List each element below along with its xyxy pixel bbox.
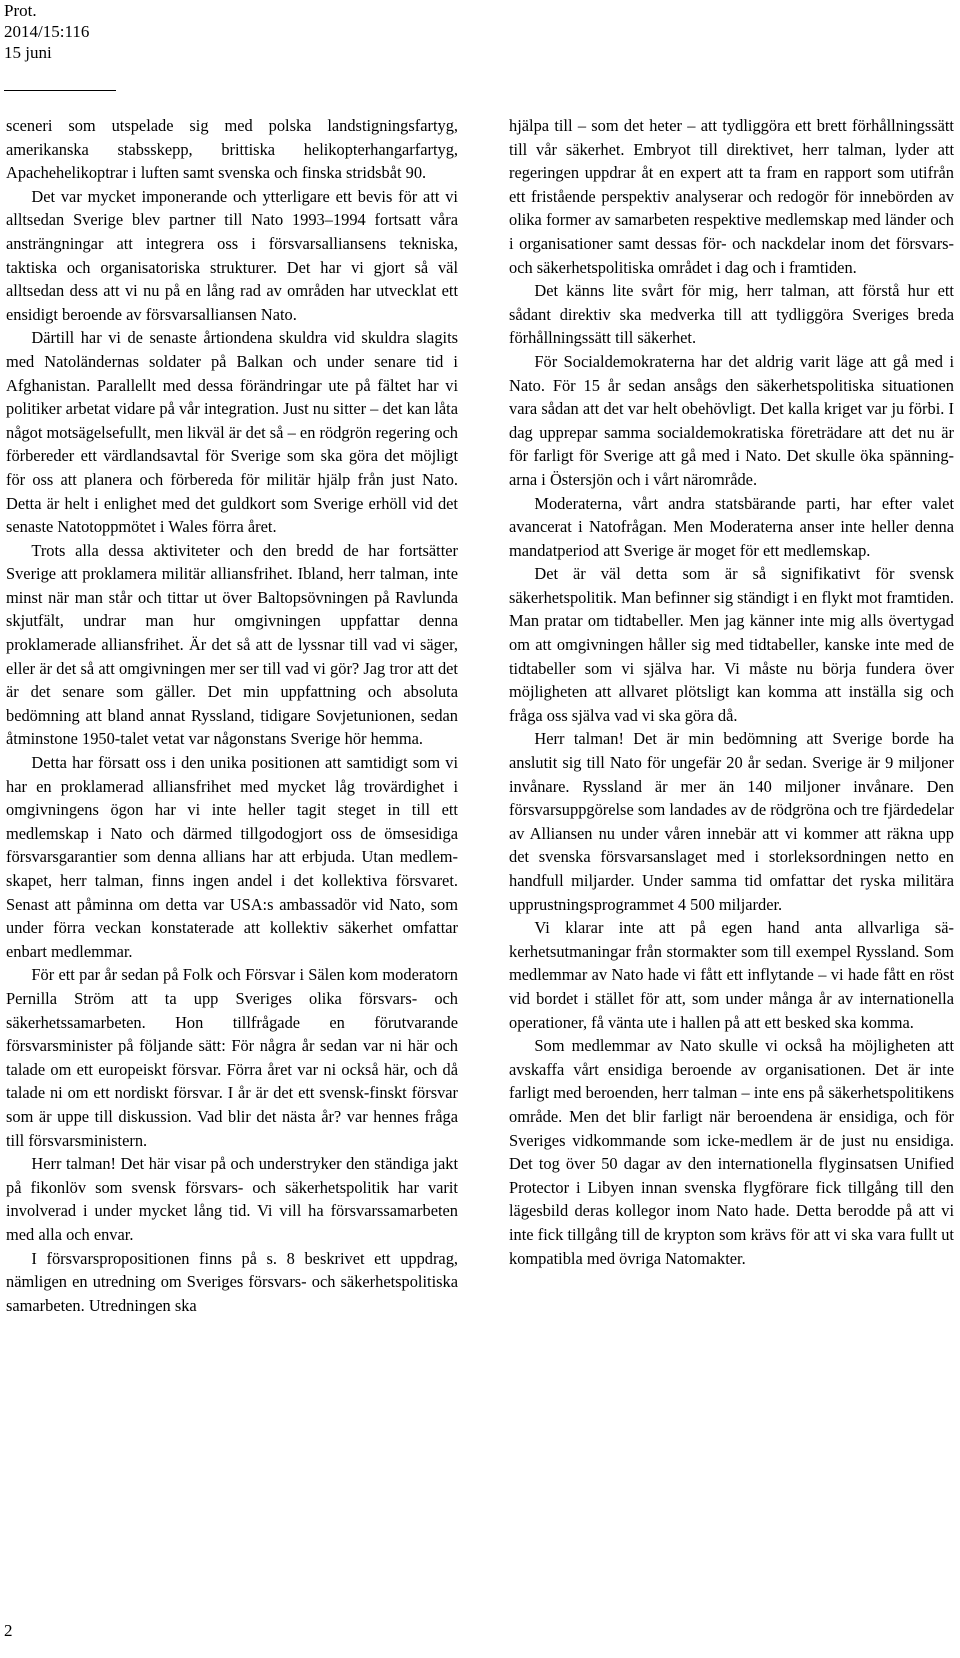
paragraph: Herr talman! Det är min bedömning att Sverige borde ha anslutit sig till Nato för ungefär 20 år sedan. Sverige är 9 miljoner invånare. Ryssland är mer än 140 miljoner invånare. Den försvarsuppgörelse som landades av de rödgröna och tre fjärdedelar av Alliansen nu under våren innebär att vi kommer att räkna upp det svenska försvarsanslaget med i storleksordningen netto en handfull miljarder. Under samma tid omfattar det ryska militära upprustningsprogrammet 4 500 miljarder.	[509, 729, 954, 914]
paragraph: Moderaterna, vårt andra statsbärande parti, har efter valet avancerat i Natofrågan. Men Moderaterna anser inte heller denna mandatperiod att Sverige är moget för ett medlemskap.	[509, 493, 954, 560]
paragraph: Detta har försatt oss i den unika positionen att samtidigt som vi har en proklamerad alliansfrihet med mycket låg trovärdighet i omgivningens ögon har vi inte heller tagit steget in till ett medlemskap i Nato och därmed tillgodogjort oss de ömsesidiga försvarsgarantier som denna allians har att erbjuda. Utan medlemskapet, herr talman, finns ingen andel i det kollektiva försvaret. Senast att påminna om detta var USA:s ambassadör vid Nato, som under förra veckan konstaterade att kollektiv säkerhet omfattar enbart medlemmar.	[6, 753, 458, 961]
protocol-date: 15 juni	[4, 43, 52, 62]
protocol-document-id: 2014/15:116	[4, 22, 90, 41]
header-divider	[4, 90, 116, 91]
paragraph: Herr talman! Det här visar på och understryker den ständiga jakt på fikonlöv som svensk försvars- och säkerhetspolitik har varit involverad i under mycket lång tid. Vi vill ha försvarssamarbeten med alla och envar.	[6, 1154, 458, 1244]
paragraph: Som medlemmar av Nato skulle vi också ha möjligheten att avskaffa vårt ensidiga beroende av organisationen. Det är inte farligt med beroenden, herr talman – inte ens på säkerhetspolitikens område. Men det blir farligt när beroendena är ensidiga, och för Sveriges vidkommande som icke-medlem är de just nu ensidiga. Det tog över 50 dagar av den internationella flyginsatsen Unified Protector i Libyen innan svenska flygförare fick tillgång till den lägesbild deras kollegor inom Nato hade. Detta berodde på att vi inte fick tillgång till de krypton som krävs för att vi ska vara fullt ut kompatibla med övriga Natomakter.	[509, 1036, 954, 1268]
protocol-prefix: Prot.	[4, 1, 37, 20]
paragraph: Vi klarar inte att på egen hand anta allvarliga säkerhetsutmaningar från stormakter som till exempel Ryssland. Som medlemmar av Nato hade vi fått ett inflytande – vi hade fått en röst vid bordet i stället för att, som under många år av internationella operationer, få vänta ute i hallen på att ett besked ska komma.	[509, 918, 954, 1032]
paragraph: Trots alla dessa aktiviteter och den bredd de har fortsätter Sverige att proklamera militär alliansfrihet. Ibland, herr talman, inte minst när man står och tittar ut över Baltopsövningen på Ravlunda skjutfält, undrar man hur omgivningen uppfattar denna proklamerade alliansfrihet. Är det så att de lyssnar till vad vi säger, eller är det så att omgivningen mer ser till vad vi gör? Jag tror att det är det senare som gäller. Det min uppfattning och absoluta bedömning att bland annat Ryssland, tidigare Sovjetunionen, sedan åtminstone 1950-talet vetat var någonstans Sverige hör hemma.	[6, 540, 458, 749]
page-header	[4, 0, 89, 63]
paragraph: För Socialdemokraterna har det aldrig varit läge att gå med i Nato. För 15 år sedan ansågs den säkerhetspolitiska situationen vara sådan att det var helt obehövligt. Det kalla kriget var ju förbi. I dag upprepar samma socialdemokratiska företrädare att det nu är för farligt för Sverige att gå med i Nato. Det skulle öka spänningarna i Östersjön och i vårt närområde.	[509, 351, 954, 489]
right-text-column	[509, 114, 954, 1270]
paragraph: Det känns lite svårt för mig, herr talman, att förstå hur ett sådant direktiv ska medverka till att tydliggöra Sveriges breda förhållningssätt till säkerhet.	[509, 281, 954, 348]
paragraph: I försvarspropositionen finns på s. 8 beskrivet ett uppdrag, nämligen en utredning om Sveriges försvars- och säkerhetspolitiska samarbeten. Utredningen ska	[6, 1248, 458, 1315]
left-text-column	[6, 114, 458, 1317]
page-number: 2	[4, 1621, 13, 1640]
paragraph: För ett par år sedan på Folk och Försvar i Sälen kom moderatorn Pernilla Ström att ta upp Sveriges olika försvars- och säkerhetssamarbeten. Hon tillfrågade en förutvarande försvarsminister på följande sätt: För några år sedan var ni här och talade om ett europeiskt försvar. Förra året var ni också här, och då talade ni om ett nordiskt försvar. I år är det ett svensk-finskt försvar som är uppe till diskussion. Vad blir det nästa år? var hennes fråga till försvarsministern.	[6, 965, 458, 1150]
paragraph: Det var mycket imponerande och ytterligare ett bevis för att vi alltsedan Sverige blev partner till Nato 1993–1994 fortsatt våra ansträngningar att integrera oss i försvarsalliansens tekniska, taktiska och organisatoriska strukturer. Det har vi gjort så väl alltsedan dess att vi nu på en lång rad av områden har utvecklat ett ensidigt beroende av försvarsalliansen Nato.	[6, 186, 458, 324]
paragraph: hjälpa till – som det heter – att tydliggöra ett brett förhållningssätt till vår säkerhet. Embryot till direktivet, herr talman, lyder att regeringen uppdrar åt en expert att ta fram en rapport som utifrån ett fristående perspektiv analyserar och redogör för innebörden av olika former av samarbeten respektive medlemskap med länder och i organisationer samt dessas för- och nackdelar inom det försvars- och säkerhetspolitiska området i dag och i framtiden.	[509, 116, 954, 277]
paragraph: sceneri som utspelade sig med polska landstigningsfartyg, amerikanska stabsskepp, brittiska helikopterhangarfartyg, Apachehelikoptrar i luften samt svenska och finska stridsbåt 90.	[6, 116, 458, 183]
paragraph: Det är väl detta som är så signifikativt för svensk säkerhetspolitik. Man befinner sig ständigt i en flykt mot framtiden. Man pratar om tidtabeller. Men jag känner inte mig alls övertygad om att omgivningen håller sig med tidtabeller, kanske inte med de tidtabeller som vi själva har. Vi måste nu börja fundera över möjligheten att allvaret plötsligt kan komma att inställa sig och fråga oss själva vad vi ska göra då.	[509, 564, 954, 725]
paragraph: Därtill har vi de senaste årtiondena skuldra vid skuldra slagits med Natoländernas soldater på Balkan och under senare tid i Afghanistan. Parallellt med dessa förändringar ute på fältet har vi politiker arbetat vidare på vår integration. Just nu sitter – det kan låta något motsägelsefullt, men likväl är det så – en rödgrön regering och förbereder ett värdlandsavtal för Sverige som ska göra det möjligt för oss att planera och förbereda för militär hjälp från just Nato. Detta är helt i enlighet med det guldkort som Sverige erhöll vid det senaste Natotoppmötet i Wales förra året.	[6, 328, 458, 537]
